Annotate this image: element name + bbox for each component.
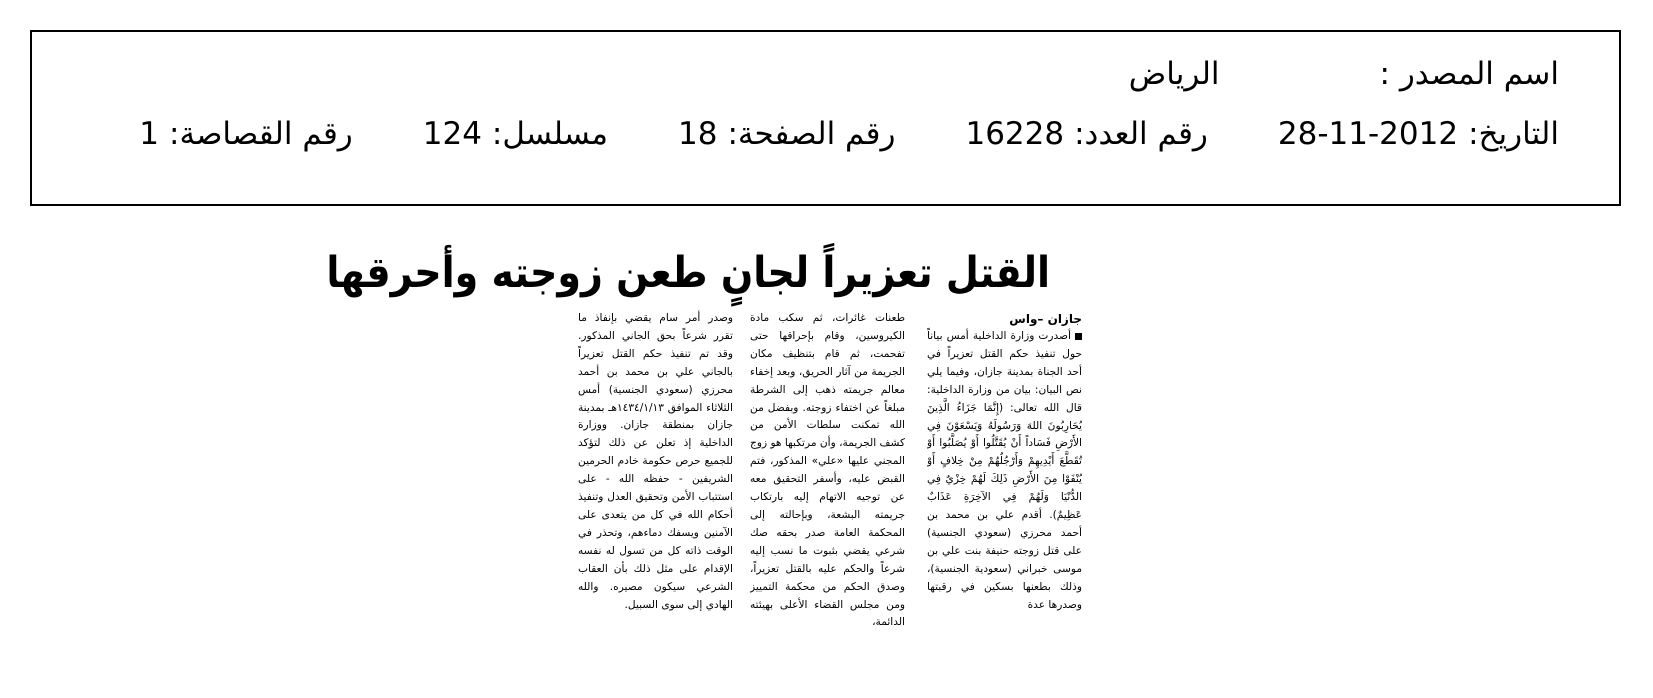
issue-label: رقم العدد: <box>1074 116 1208 152</box>
issue-value: 16228 <box>965 116 1065 152</box>
article-column-2 <box>750 310 905 668</box>
serial-label: مسلسل: <box>491 116 609 152</box>
clipping-label: رقم القصاصة: <box>169 116 353 152</box>
column-3-text: وصدر أمر سام يقضي بإنفاذ ما تقرر شرعاً بحق الجاني المذكور. وقد تم تنفيذ حكم القتل تعزيراً بالجاني علي بن محمد بن أحمد محرزي (سعودي الجنسية) أمس الثلاثاء الموافق ١٤٣٤/١/١٣هـ بمدينة جازان بمنطقة جازان. ووزارة الداخلية إذ تعلن عن ذلك لتؤكد للجميع حرص حكومة خادم الحرمين الشريفين - حفظه الله - على استتباب الأمن وتحقيق العدل وتنفيذ أحكام الله في كل من يتعدى على الآمنين ويسفك دماءهم، وتحذر في الوقت ذاته كل من تسول له نفسه الإقدام على مثل ذلك بأن العقاب الشرعي سيكون مصيره. والله الهادي إلى سوى السبيل. <box>578 312 733 611</box>
article-byline: جازان –واس <box>1009 312 1082 326</box>
column-2-text: طعنات غائرات، ثم سكب مادة الكيروسين، وقام بإحراقها حتى تفحمت، ثم قام بتنظيف مكان الجريمة من آثار الحريق، وبعد إخفاء معالم جريمته ذهب إلى الشرطة مبلغاً عن اختفاء زوجته. وبفضل من الله تمكنت سلطات الأمن من كشف الجريمة، وأن مرتكبها هو زوج المجني عليها «علي» المذكور، فتم القبض عليه، وأسفر التحقيق معه عن توجيه الاتهام إليه بارتكاب جريمته البشعة، وبإحالته إلى المحكمة العامة صدر بحقه صك شرعي يقضي بثبوت ما نسب إليه شرعاً والحكم عليه بالقتل تعزيراً، وصدق الحكم من محكمة التمييز ومن مجلس القضاء الأعلى بهيئته الدائمة، <box>750 312 905 629</box>
source-label: اسم المصدر : <box>1379 56 1559 92</box>
column-1-text: أصدرت وزارة الداخلية أمس بياناً حول تنفيذ حكم القتل تعزيراً في أحد الجناة بمدينة جازان، وفيما يلي نص البيان: بيان من وزارة الداخلية: قال الله تعالى: (إِنَّمَا جَزَاءُ الَّذِينَ يُحَارِبُونَ اللهَ وَرَسُولَهُ وَيَسْعَوْنَ فِي الأَرْضِ فَسَاداً أَنْ يُقَتَّلُوا أَوْ يُصَلَّبُوا أَوْ تُقَطَّعَ أَيْدِيهِمْ وَأَرْجُلُهُمْ مِنْ خِلافٍ أَوْ يُنْفَوْا مِنَ الأَرْضِ ذَلِكَ لَهُمْ خِزْيٌ فِي الدُّنْيَا وَلَهُمْ فِي الآخِرَةِ عَذَابٌ عَظِيمٌ). أقدم علي بن محمد بن أحمد محرزي (سعودي الجنسية) على قتل زوجته حنيفة بنت علي بن موسى خبراني (سعودية الجنسية)، وذلك بطعنها بسكين في رقبتها وصدرها عدة <box>927 330 1082 611</box>
page-label: رقم الصفحة: <box>727 116 896 152</box>
clipping-field <box>139 116 352 152</box>
page-value: 18 <box>678 116 718 152</box>
clipping-value: 1 <box>139 116 160 152</box>
article-column-1 <box>927 310 1082 668</box>
source-value: الرياض <box>1128 56 1220 92</box>
serial-field <box>423 116 608 152</box>
date-value: 28-11-2012 <box>1277 116 1459 152</box>
bullet-square-icon <box>1075 333 1082 340</box>
page-field <box>678 116 895 152</box>
article-column-3 <box>578 310 733 668</box>
source-row <box>1129 54 1559 94</box>
source-info-box <box>30 30 1621 206</box>
details-row <box>139 114 1559 154</box>
serial-value: 124 <box>422 116 482 152</box>
date-field <box>1278 116 1559 152</box>
article-headline: القتل تعزيراً لجانٍ طعن زوجته وأحرقها <box>326 248 1050 298</box>
date-label: التاريخ: <box>1468 116 1559 152</box>
issue-field <box>965 116 1207 152</box>
